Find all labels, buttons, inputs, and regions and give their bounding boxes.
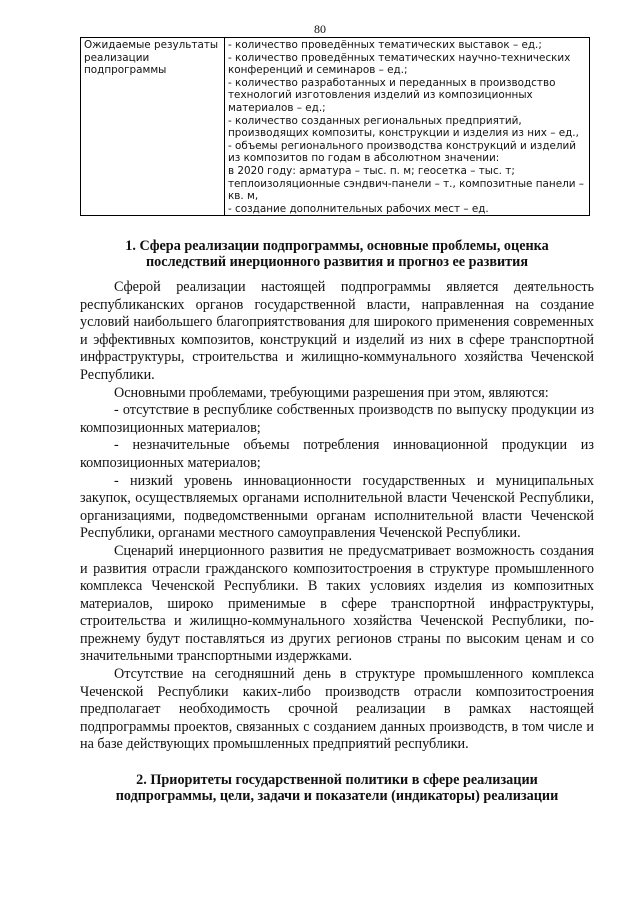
section-1-heading — [80, 239, 594, 270]
table-row — [81, 38, 590, 216]
results-values-cell — [225, 38, 590, 216]
result-line: - создание дополнительных рабочих мест – ед. — [228, 202, 489, 215]
paragraph: - незначительные объемы потребления инновационной продукции из композиционных материалов; — [80, 437, 594, 471]
heading-line: подпрограммы, цели, задачи и показатели (индикаторы) реализации — [115, 787, 559, 804]
paragraph: Сценарий инерционного развития не предусматривает возможность создания и развития отрасли гражданского композитостроения в структуре промышленного комплекса Чеченской Республики. В таких условиях изделия из композитных материалов, широко применимые в сфере транспортной инфраструктуры, строительства и жилищно-коммунального хозяйства Чеченской Республики, по-прежнему будут поставляться из других регионов страны по высоким ценам и со значительными транспортными издержками. — [80, 542, 594, 665]
section-2-heading — [80, 773, 594, 804]
result-line: - количество созданных региональных предприятий, производящих композиты, конструкции и изделия из них – ед., — [228, 114, 579, 140]
paragraph: - отсутствие в республике собственных производств по выпуску продукции из композиционных материалов; — [80, 402, 594, 436]
result-line: в 2020 году: арматура – тыс. п. м; геосетка – тыс. т; теплоизоляционные сэндвич-панели – т., композитные панели – кв. м, — [228, 164, 584, 203]
results-label-cell: Ожидаемые результаты реализации подпрограммы — [81, 38, 225, 216]
page-number: 80 — [314, 22, 326, 36]
paragraph: - низкий уровень инновационности государственных и муниципальных закупок, осуществляемых органами исполнительной власти Чеченской Республики, организациями, подведомственными органам исполнительной власти Чеченской Республики, органами местного самоуправления Чеченской Республики. — [80, 472, 594, 542]
result-line: - количество проведённых тематических выставок – ед.; — [228, 39, 542, 51]
result-line: - объемы регионального производства конструкций и изделий из композитов по годам в абсолютном значении: — [228, 139, 577, 165]
result-line: - количество разработанных и переданных в производство технологий изготовления изделий из композиционных материалов – ед.; — [228, 76, 556, 114]
heading-line: последствий инерционного развития и прогноз ее развития — [146, 253, 528, 270]
paragraph: Отсутствие на сегодняшний день в структуре промышленного комплекса Чеченской Республики каких-либо производств отрасли композитостроения предполагает необходимость срочной реализации в рамках настоящей подпрограммы проектов, связанных с созданием данных производств, в том числе и на базе действующих промышленных предприятий республики. — [80, 666, 594, 753]
document-body — [80, 239, 594, 804]
paragraph: Основными проблемами, требующими разрешения при этом, являются: — [114, 384, 549, 401]
paragraph: Сферой реализации настоящей подпрограммы является деятельность республиканских органов государственной власти, направленная на создание условий наибольшего благоприятствования для широкого применения современных и эффективных композитов, конструкций и изделий из них в сфере транспортной инфраструктуры, строительства и жилищно-коммунального хозяйства Чеченской Республики. — [80, 279, 594, 383]
heading-line: 1. Сфера реализации подпрограммы, основные проблемы, оценка — [125, 238, 549, 254]
expected-results-table — [80, 37, 590, 216]
result-line: - количество проведённых тематических научно-технических конференций и семинаров – ед.; — [228, 51, 571, 77]
heading-line: 2. Приоритеты государственной политики в сфере реализации — [136, 772, 538, 789]
